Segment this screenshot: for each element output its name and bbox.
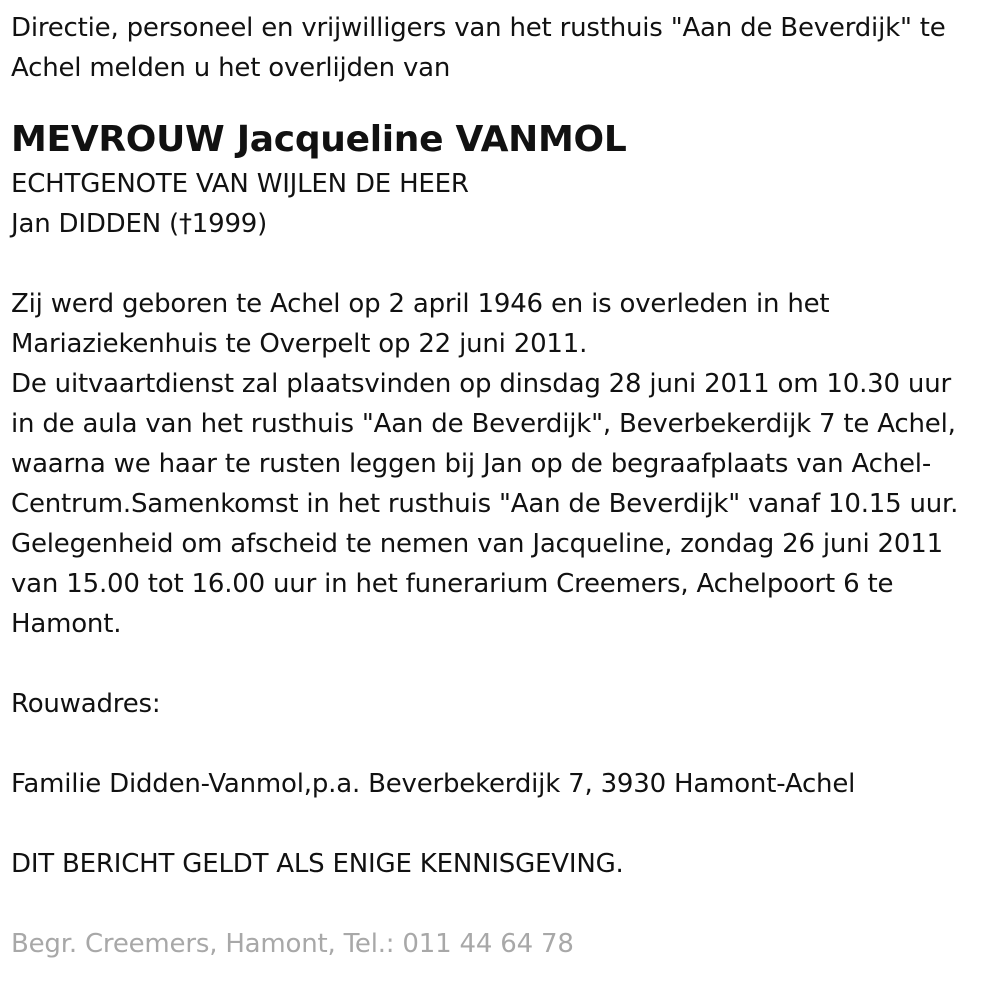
body-line: Mariaziekenhuis te Overpelt op 22 juni 2011. <box>11 329 588 359</box>
body-line: in de aula van het rusthuis "Aan de Beverdijk", Beverbekerdijk 7 te Achel, <box>11 409 956 439</box>
deceased-full-name: Jacqueline VANMOL <box>236 119 627 160</box>
intro-line: Achel melden u het overlijden van <box>11 53 451 83</box>
rouwadres-address: Familie Didden-Vanmol,p.a. Beverbekerdijk 7, 3930 Hamont-Achel <box>11 769 856 799</box>
deceased-title: MEVROUW <box>11 119 225 160</box>
intro-line: Directie, personeel en vrijwilligers van het rusthuis "Aan de Beverdijk" te <box>11 13 946 43</box>
spacer <box>11 724 990 764</box>
spouse-line: ECHTGENOTE VAN WIJLEN DE HEER <box>11 169 469 199</box>
body-line: Gelegenheid om afscheid te nemen van Jacqueline, zondag 26 juni 2011 <box>11 529 943 559</box>
spouse-block <box>11 164 990 244</box>
funeral-home-footer: Begr. Creemers, Hamont, Tel.: 011 44 64 78 <box>11 929 574 959</box>
body-line: van 15.00 tot 16.00 uur in het funerarium Creemers, Achelpoort 6 te <box>11 569 894 599</box>
spacer <box>11 644 990 684</box>
spacer <box>11 804 990 844</box>
intro-paragraph <box>11 8 990 88</box>
body-line: waarna we haar te rusten leggen bij Jan op de begraafplaats van Achel- <box>11 449 932 479</box>
body-line: Centrum.Samenkomst in het rusthuis "Aan de Beverdijk" vanaf 10.15 uur. <box>11 489 959 519</box>
spouse-line: Jan DIDDEN (†1999) <box>11 209 268 239</box>
spacer <box>11 244 990 284</box>
deceased-name <box>11 116 990 164</box>
notice-text: DIT BERICHT GELDT ALS ENIGE KENNISGEVING. <box>11 849 624 879</box>
rouwadres-label: Rouwadres: <box>11 689 161 719</box>
body-paragraph <box>11 284 990 644</box>
body-line: Zij werd geboren te Achel op 2 april 1946 en is overleden in het <box>11 289 830 319</box>
body-line: De uitvaartdienst zal plaatsvinden op dinsdag 28 juni 2011 om 10.30 uur <box>11 369 951 399</box>
spacer <box>11 884 990 924</box>
body-line: Hamont. <box>11 609 122 639</box>
